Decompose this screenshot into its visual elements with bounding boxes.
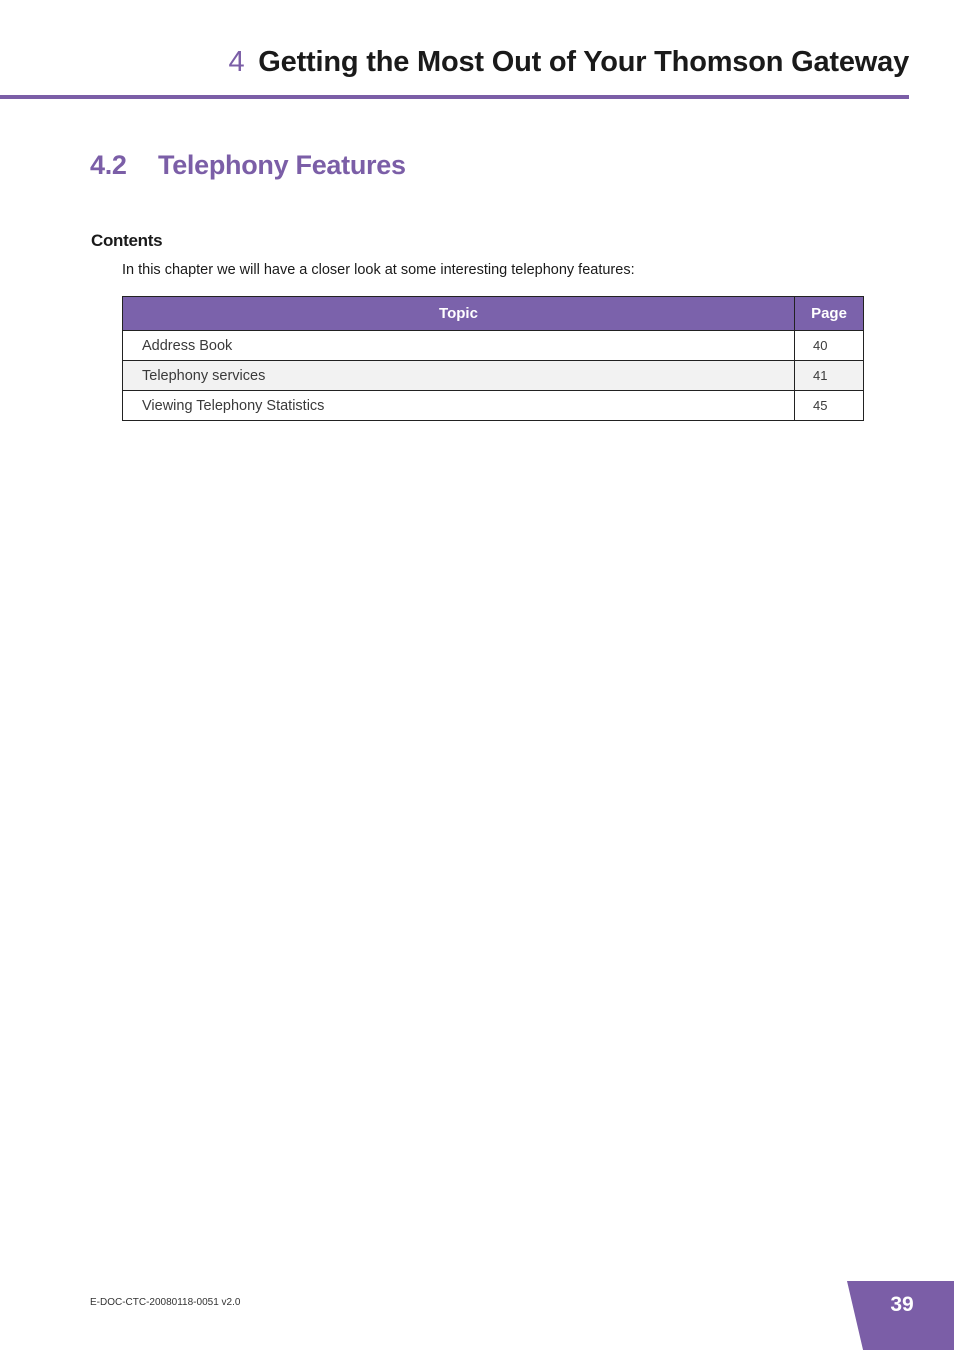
contents-heading: Contents	[91, 231, 163, 250]
table-row	[123, 361, 864, 391]
topic-column-header: Topic	[123, 297, 795, 331]
section-title-text: Telephony Features	[158, 150, 406, 180]
page-column-header: Page	[795, 297, 864, 331]
table-header-row	[123, 297, 864, 331]
section-title	[90, 150, 406, 181]
topic-cell[interactable]: Telephony services	[123, 361, 795, 391]
section-number: 4.2	[90, 150, 127, 180]
intro-text: In this chapter we will have a closer look at some interesting telephony features:	[122, 262, 635, 278]
header-rule	[0, 95, 909, 99]
page-cell[interactable]: 41	[795, 361, 864, 391]
page-cell[interactable]: 45	[795, 391, 864, 421]
topics-table	[122, 296, 864, 421]
chapter-header	[0, 46, 909, 79]
table-row	[123, 391, 864, 421]
page-number: 39	[890, 1293, 914, 1316]
chapter-title: Getting the Most Out of Your Thomson Gateway	[258, 46, 909, 78]
table-row	[123, 331, 864, 361]
topic-cell[interactable]: Viewing Telephony Statistics	[123, 391, 795, 421]
document-id: E-DOC-CTC-20080118-0051 v2.0	[90, 1297, 241, 1308]
topic-cell[interactable]: Address Book	[123, 331, 795, 361]
chapter-number: 4	[228, 46, 245, 78]
page-cell[interactable]: 40	[795, 331, 864, 361]
